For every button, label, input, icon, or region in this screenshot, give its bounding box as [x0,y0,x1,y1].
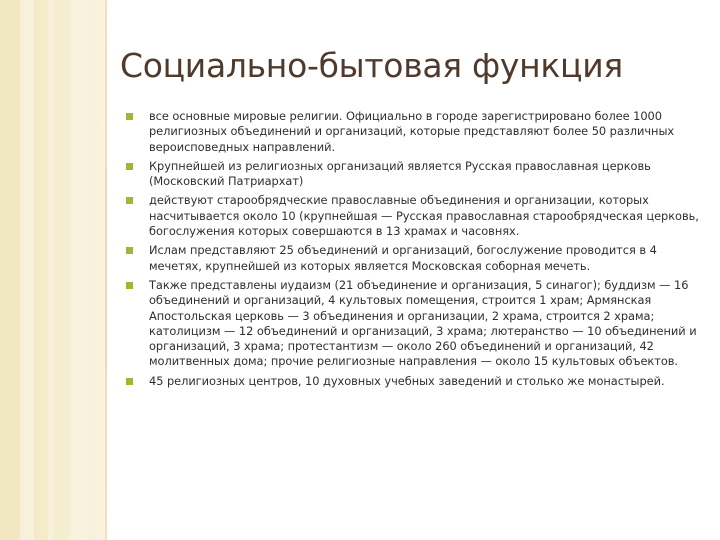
diamond-bullet-icon [126,378,133,385]
bullet-list [149,109,709,393]
diamond-bullet-icon [126,113,133,120]
diamond-bullet-icon [126,282,133,289]
bullet-text: все основные мировые религии. Официально в городе зарегистрировано более 1000 религиозных объединений и организаций, которые представляют более 50 различных вероисповедных направлений. [149,109,675,154]
diamond-bullet-icon [126,197,133,204]
bullet-text: Ислам представляют 25 объединений и организаций, богослужение проводится в 4 мечетях, крупнейшей из которых является Московская соборная мечеть. [149,243,657,273]
bullet-text: Также представлены иудаизм (21 объединение и организация, 5 синагог); буддизм — 16 объединений и организаций, 4 культовых помещения, строится 1 храм; Армянская Апостольская церковь — 3 объединения и организации, 2 храма, строится 2 храма; католицизм — 12 объединений и организаций, 3 храма; лютеранство — 10 объединений и организаций, 3 храма; протестантизм — около 260 объединений и организаций, 42 молитвенных дома; прочие религиозные направления — около 15 культовых объектов. [149,277,697,369]
side-band-stripe [48,0,54,540]
decorative-side-band [0,0,105,540]
bullet-item [149,109,709,155]
bullet-text: Крупнейшей из религиозных организаций является Русская православная церковь (Московский Патриархат) [149,158,651,189]
bullet-item [149,278,709,370]
diamond-bullet-icon [126,163,133,170]
bullet-item [149,243,709,274]
bullet-item [149,193,709,239]
side-band-separator [105,0,107,540]
bullet-text: 45 религиозных центров, 10 духовных учебных заведений и столько же монастырей. [149,373,665,388]
bullet-text: действуют старообрядческие православные объединения и организации, которых насчитывается около 10 (крупнейшая — Русская православная старообрядческая церковь, богослужения которых совершаются в 13 храмах и часовнях. [149,193,699,239]
bullet-item [149,159,709,190]
side-band-stripe [70,0,88,540]
side-band-stripe [20,0,34,540]
slide-title: Социально-бытовая функция [120,46,623,85]
bullet-item [149,374,709,389]
diamond-bullet-icon [126,247,133,254]
